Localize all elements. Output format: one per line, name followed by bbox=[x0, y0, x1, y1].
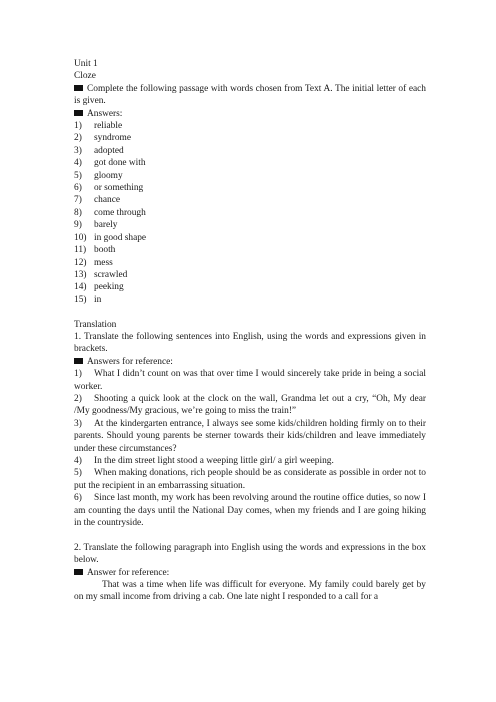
list-item bbox=[74, 219, 426, 231]
item-number: 5) bbox=[74, 170, 82, 181]
spacer bbox=[74, 306, 426, 318]
list-item bbox=[74, 194, 426, 206]
item-text: or something bbox=[94, 183, 144, 194]
list-item bbox=[74, 269, 426, 281]
item-number: 1) bbox=[74, 121, 82, 132]
spacer bbox=[74, 529, 426, 541]
item-number: 14) bbox=[74, 282, 87, 293]
item-number: 6) bbox=[74, 493, 82, 504]
answers-label-text: Answers for reference: bbox=[87, 356, 173, 367]
item-number: 11) bbox=[74, 245, 87, 256]
item-text: booth bbox=[94, 245, 116, 256]
list-item bbox=[74, 281, 426, 293]
list-item bbox=[74, 467, 426, 492]
list-item bbox=[74, 244, 426, 256]
item-text: in good shape bbox=[94, 232, 147, 243]
list-item bbox=[74, 393, 426, 418]
square-bullet-icon bbox=[74, 85, 83, 91]
item-text: gloomy bbox=[94, 170, 123, 181]
list-item bbox=[74, 418, 426, 455]
item-text: barely bbox=[94, 220, 118, 231]
item-text: Shooting a quick look at the clock on the wall, Grandma let out a cry, “Oh, My dear /My goodness/My gracious, we’re going to miss the train!” bbox=[74, 393, 426, 417]
cloze-instruction bbox=[74, 83, 426, 108]
translation-part2-answer-label bbox=[74, 567, 426, 579]
list-item bbox=[74, 492, 426, 529]
translation-part2-instruction: 2. Translate the following paragraph into English using the words and expressions in the box below. bbox=[74, 542, 426, 566]
item-text: reliable bbox=[94, 121, 123, 132]
item-number: 2) bbox=[74, 393, 82, 404]
list-item bbox=[74, 257, 426, 269]
item-text: adopted bbox=[94, 145, 124, 156]
item-number: 10) bbox=[74, 232, 87, 243]
item-text: come through bbox=[94, 207, 146, 218]
list-item bbox=[74, 232, 426, 244]
item-text: What I didn’t count on was that over time I would sincerely take pride in being a social worker. bbox=[74, 369, 426, 392]
translation-part2-answer-text: That was a time when life was difficult for everyone. My family could barely get by on my small income from driving a cab. One late night I responded to a call for a bbox=[74, 580, 426, 603]
list-item bbox=[74, 294, 426, 306]
list-item bbox=[74, 455, 426, 467]
item-text: got done with bbox=[94, 158, 146, 169]
square-bullet-icon bbox=[74, 569, 83, 575]
item-number: 12) bbox=[74, 257, 87, 268]
item-text: in bbox=[94, 294, 102, 305]
item-number: 15) bbox=[74, 294, 87, 305]
item-number: 2) bbox=[74, 133, 82, 144]
cloze-instruction-text: Complete the following passage with words chosen from Text A. The initial letter of each is given. bbox=[74, 83, 426, 107]
item-number: 8) bbox=[74, 207, 82, 218]
square-bullet-icon bbox=[74, 110, 83, 116]
item-number: 9) bbox=[74, 220, 82, 231]
item-number: 3) bbox=[74, 418, 82, 429]
item-text: syndrome bbox=[94, 133, 131, 144]
translation-part1-instruction: 1. Translate the following sentences into English, using the words and expressions given in brackets. bbox=[74, 331, 426, 355]
item-number: 4) bbox=[74, 158, 82, 169]
item-number: 6) bbox=[74, 183, 82, 194]
item-number: 5) bbox=[74, 468, 82, 479]
document-page bbox=[74, 58, 426, 604]
translation-answer-list bbox=[74, 368, 426, 529]
list-item bbox=[74, 132, 426, 144]
cloze-answers-label-text: Answers: bbox=[87, 108, 123, 119]
cloze-answer-list bbox=[74, 120, 426, 306]
list-item bbox=[74, 182, 426, 194]
item-number: 13) bbox=[74, 269, 87, 280]
translation-heading: Translation bbox=[74, 319, 117, 330]
item-text: scrawled bbox=[94, 269, 128, 280]
list-item bbox=[74, 368, 426, 393]
item-text: At the kindergarten entrance, I always see some kids/children holding firmly on to their parents. Should young parents be sterner towards their kids/children and leave immediately under these circumstances? bbox=[74, 418, 426, 454]
item-number: 4) bbox=[74, 455, 82, 466]
cloze-answers-label bbox=[74, 108, 426, 120]
unit-title: Unit 1 bbox=[74, 59, 98, 69]
translation-part1-answers-label bbox=[74, 356, 426, 368]
item-text: In the dim street light stood a weeping little girl/ a girl weeping. bbox=[94, 455, 334, 466]
item-text: Since last month, my work has been revolving around the routine office duties, so now I am counting the days until the National Day comes, when my friends and I are going hiking in the countryside. bbox=[74, 493, 426, 529]
item-number: 3) bbox=[74, 145, 82, 156]
item-text: peeking bbox=[94, 282, 124, 293]
item-text: mess bbox=[94, 257, 113, 268]
list-item bbox=[74, 170, 426, 182]
item-text: chance bbox=[94, 195, 121, 206]
list-item bbox=[74, 120, 426, 132]
answer-label-text: Answer for reference: bbox=[87, 567, 170, 578]
list-item bbox=[74, 157, 426, 169]
item-number: 1) bbox=[74, 369, 82, 380]
cloze-heading: Cloze bbox=[74, 71, 96, 82]
list-item bbox=[74, 145, 426, 157]
list-item bbox=[74, 207, 426, 219]
item-text: When making donations, rich people should be as considerate as possible in order not to put the recipient in an embarrassing situation. bbox=[74, 468, 426, 491]
square-bullet-icon bbox=[74, 358, 83, 364]
item-number: 7) bbox=[74, 195, 82, 206]
